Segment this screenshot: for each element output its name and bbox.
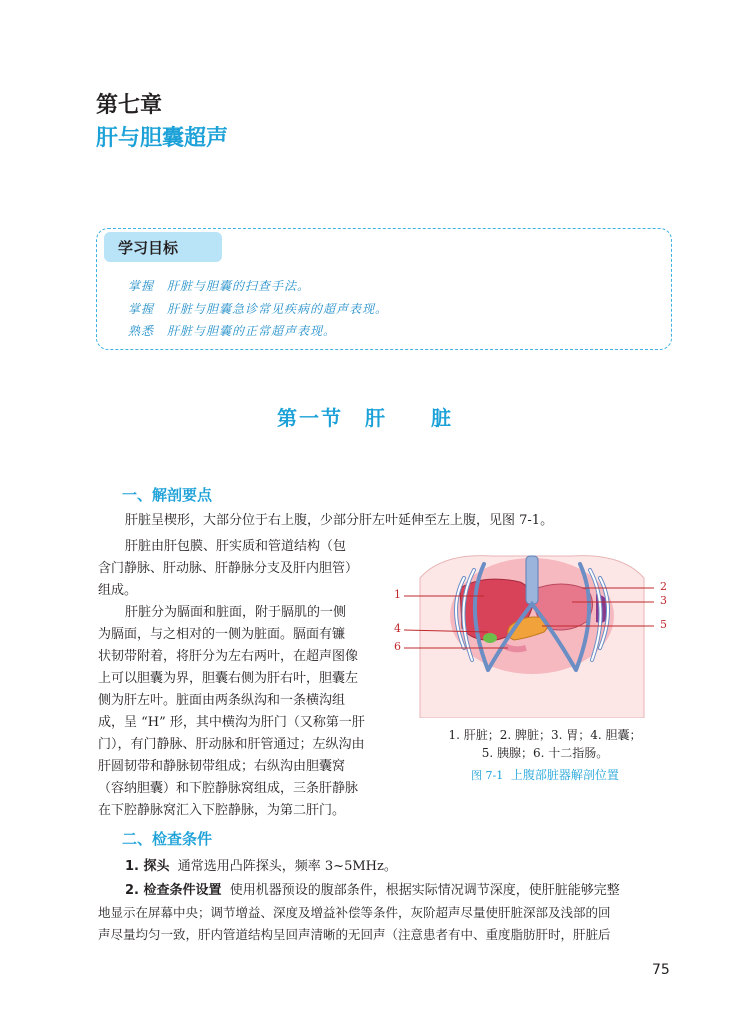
section-title: 第一节 肝 脏: [277, 406, 453, 430]
figure-title-text: 上腹部脏器解剖位置: [510, 768, 619, 782]
exam-item-1-text: 通常选用凸阵探头，频率 3~5MHz。: [177, 859, 397, 874]
figure-label: 3: [660, 594, 667, 607]
exam-item-1-term: 1. 探头: [125, 859, 170, 874]
anatomy-text-line: 肝脏由肝包膜、肝实质和管道结构（包: [125, 539, 347, 554]
figure-number: 图 7-1: [471, 769, 504, 782]
exam-item-2-term: 2. 检查条件设置: [125, 883, 222, 898]
anatomy-text-line: 含门静脉、肝动脉、肝静脉分支及肝内胆管）: [98, 561, 359, 576]
exam-heading: 二、检查条件: [122, 830, 213, 848]
anatomy-text-line: 肝脏呈楔形，大部分位于右上腹，少部分肝左叶延伸至左上腹，见图 7-1。: [125, 513, 554, 528]
figure-label: 6: [394, 640, 401, 653]
anatomy-text-line: 组成。: [98, 583, 138, 598]
anatomy-text-line: 门），有门静脉、肝动脉和肝管通过；左纵沟由: [98, 737, 365, 752]
anatomy-text-line: 状韧带附着，将肝分为左右两叶，在超声图像: [98, 649, 359, 664]
learning-goal-item: 掌握 肝脏与胆囊急诊常见疾病的超声表现。: [128, 302, 389, 316]
exam-item-2: [125, 880, 620, 902]
exam-item-1: [125, 856, 397, 878]
anatomy-text-line: 肝圆韧带和静脉韧带组成；右纵沟由胆囊窝: [98, 759, 346, 774]
figure-label: 2: [660, 580, 667, 593]
figure-label: 5: [660, 618, 667, 631]
anatomy-text-line: 成，呈 “H” 形，其中横沟为肝门（又称第一肝: [98, 715, 365, 730]
anatomy-text-line: 为膈面，与之相对的一侧为脏面。膈面有镰: [98, 627, 346, 642]
upper-abdomen-anatomy-illustration: [392, 548, 672, 718]
anatomy-text-line: 肝脏分为膈面和脏面，附于膈肌的一侧: [125, 605, 347, 620]
chapter-number: 第七章: [96, 93, 163, 118]
anatomy-heading: 一、解剖要点: [122, 486, 213, 504]
anatomy-text-line: 侧为肝左叶。脏面由两条纵沟和一条横沟组: [98, 693, 346, 708]
learning-goal-item: 熟悉 肝脏与胆囊的正常超声表现。: [128, 324, 337, 338]
exam-text-line: 地显示在屏幕中央；调节增益、深度及增益补偿等条件，灰阶超声尽量使肝脏深部及浅部的回: [98, 905, 611, 920]
anatomy-text-line: 上可以胆囊为界，胆囊右侧为肝右叶，胆囊左: [98, 671, 359, 686]
learning-goal-item: 掌握 肝脏与胆囊的扫查手法。: [128, 279, 311, 293]
chapter-title: 肝与胆囊超声: [96, 126, 229, 151]
figure-label: 1: [394, 588, 401, 601]
exam-item-2-text: 使用机器预设的腹部条件，根据实际情况调节深度，使肝脏能够完整: [229, 883, 620, 898]
anatomy-text-line: 在下腔静脉窝汇入下腔静脉，为第二肝门。: [98, 803, 346, 818]
figure-caption-line: 1. 肝脏；2. 脾脏；3. 胃；4. 胆囊；: [448, 728, 642, 742]
page-number: 75: [652, 962, 670, 978]
figure-caption-line: 5. 胰腺；6. 十二指肠。: [481, 746, 609, 760]
learning-goals-label: 学习目标: [118, 239, 179, 257]
exam-text-line: 声尽量均匀一致，肝内管道结构呈回声清晰的无回声（注意患者有中、重度脂肪肝时，肝脏后: [98, 927, 611, 942]
figure-label: 4: [394, 622, 401, 635]
figure-title: [400, 766, 690, 783]
anatomy-text-line: （容纳胆囊）和下腔静脉窝组成，三条肝静脉: [98, 781, 359, 796]
